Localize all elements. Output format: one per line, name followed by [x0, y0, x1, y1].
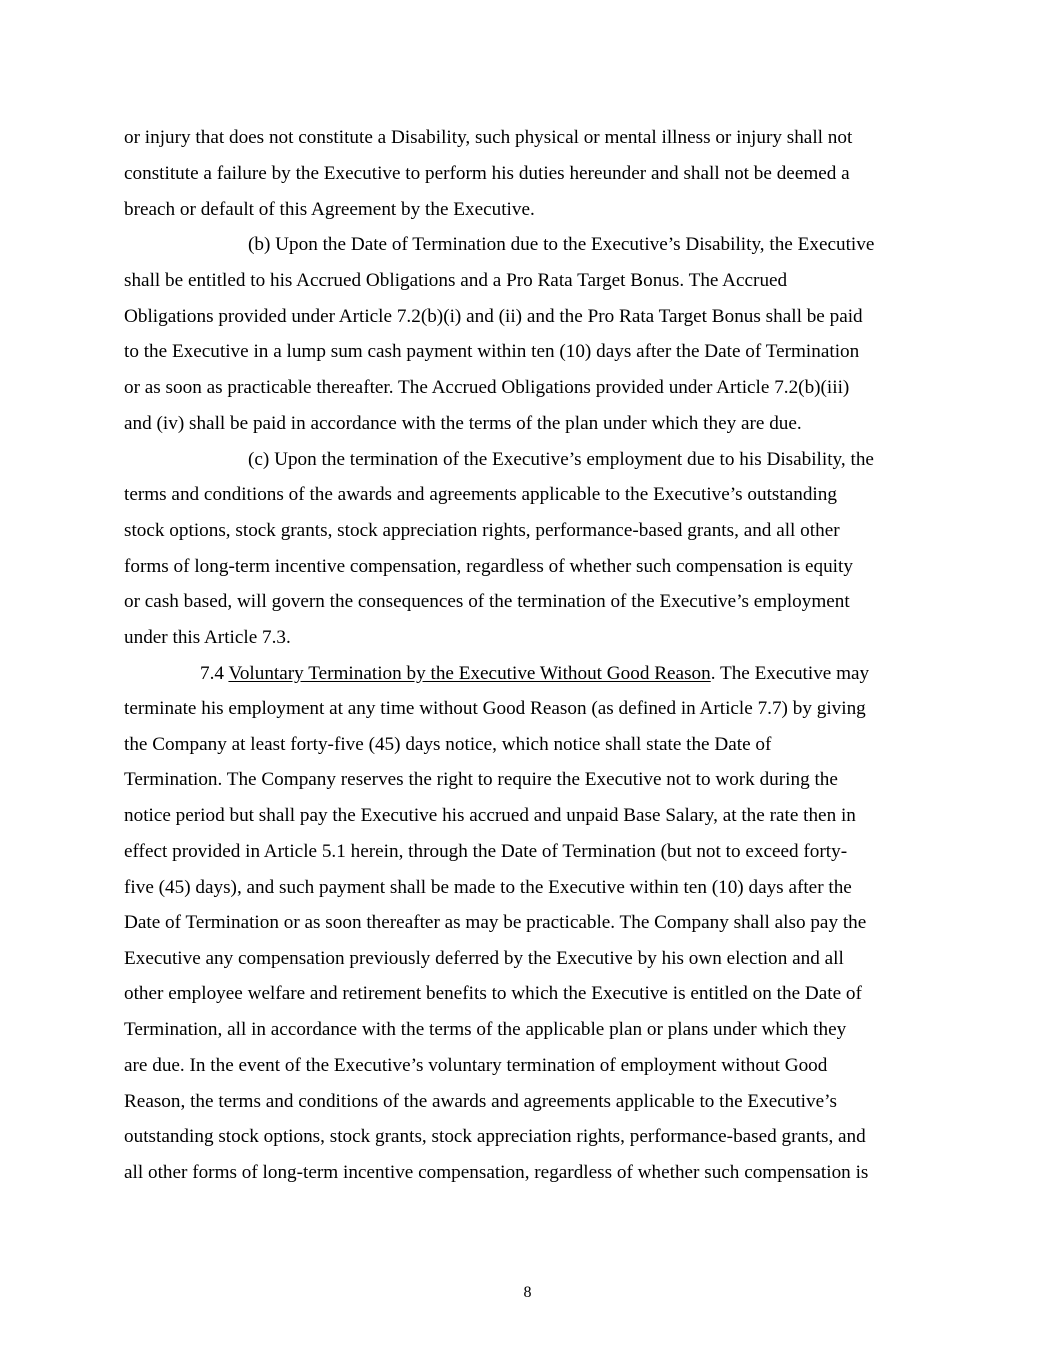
text-line: to the Executive in a lump sum cash payment within ten (10) days after the Date of Termination — [124, 341, 860, 362]
text-line: outstanding stock options, stock grants, stock appreciation rights, performance-based grants, and — [124, 1126, 866, 1147]
text-line: shall be entitled to his Accrued Obligations and a Pro Rata Target Bonus. The Accrued — [124, 270, 788, 291]
section-number: 7.4 — [200, 663, 229, 684]
text-line: effect provided in Article 5.1 herein, through the Date of Termination (but not to exceed forty- — [124, 841, 848, 862]
text-line: are due. In the event of the Executive’s voluntary termination of employment without Good — [124, 1055, 828, 1076]
text-line: Termination, all in accordance with the terms of the applicable plan or plans under which they — [124, 1019, 847, 1040]
paragraph-b-first-line: (b) Upon the Date of Termination due to the Executive’s Disability, the Executive — [248, 234, 875, 255]
paragraph-c-first-line: (c) Upon the termination of the Executive’s employment due to his Disability, the — [248, 449, 874, 470]
section-7-4-first-line — [200, 662, 869, 686]
text-line: Executive any compensation previously deferred by the Executive by his own election and all — [124, 948, 844, 969]
section-lead-text: . The Executive may — [710, 663, 870, 684]
text-line: or injury that does not constitute a Disability, such physical or mental illness or injury shall not — [124, 127, 853, 148]
text-line: forms of long-term incentive compensation, regardless of whether such compensation is equity — [124, 556, 853, 577]
text-line: the Company at least forty-five (45) days notice, which notice shall state the Date of — [124, 734, 772, 755]
text-line: breach or default of this Agreement by the Executive. — [124, 199, 535, 220]
text-line: under this Article 7.3. — [124, 627, 291, 648]
text-line: notice period but shall pay the Executive his accrued and unpaid Base Salary, at the rate then in — [124, 805, 856, 826]
text-line: Reason, the terms and conditions of the awards and agreements applicable to the Executive’s — [124, 1091, 837, 1112]
text-line: Obligations provided under Article 7.2(b)(i) and (ii) and the Pro Rata Target Bonus shall be paid — [124, 306, 863, 327]
text-line: terminate his employment at any time without Good Reason (as defined in Article 7.7) by giving — [124, 698, 866, 719]
text-line: or cash based, will govern the consequences of the termination of the Executive’s employment — [124, 591, 850, 612]
page-number: 8 — [523, 1284, 532, 1301]
text-line: all other forms of long-term incentive compensation, regardless of whether such compensation is — [124, 1162, 869, 1183]
text-line: terms and conditions of the awards and agreements applicable to the Executive’s outstanding — [124, 484, 837, 505]
section-heading: Voluntary Termination by the Executive Without Good Reason — [228, 663, 711, 684]
text-line: or as soon as practicable thereafter. The Accrued Obligations provided under Article 7.2(b)(iii) — [124, 377, 850, 398]
text-line: constitute a failure by the Executive to perform his duties hereunder and shall not be deemed a — [124, 163, 850, 184]
text-line: Date of Termination or as soon thereafter as may be practicable. The Company shall also pay the — [124, 912, 867, 933]
text-line: other employee welfare and retirement benefits to which the Executive is entitled on the Date of — [124, 983, 862, 1004]
text-line: Termination. The Company reserves the right to require the Executive not to work during the — [124, 769, 838, 790]
text-line: stock options, stock grants, stock appreciation rights, performance-based grants, and all other — [124, 520, 840, 541]
text-line: five (45) days), and such payment shall be made to the Executive within ten (10) days after the — [124, 877, 852, 898]
text-line: and (iv) shall be paid in accordance with the terms of the plan under which they are due. — [124, 413, 802, 434]
